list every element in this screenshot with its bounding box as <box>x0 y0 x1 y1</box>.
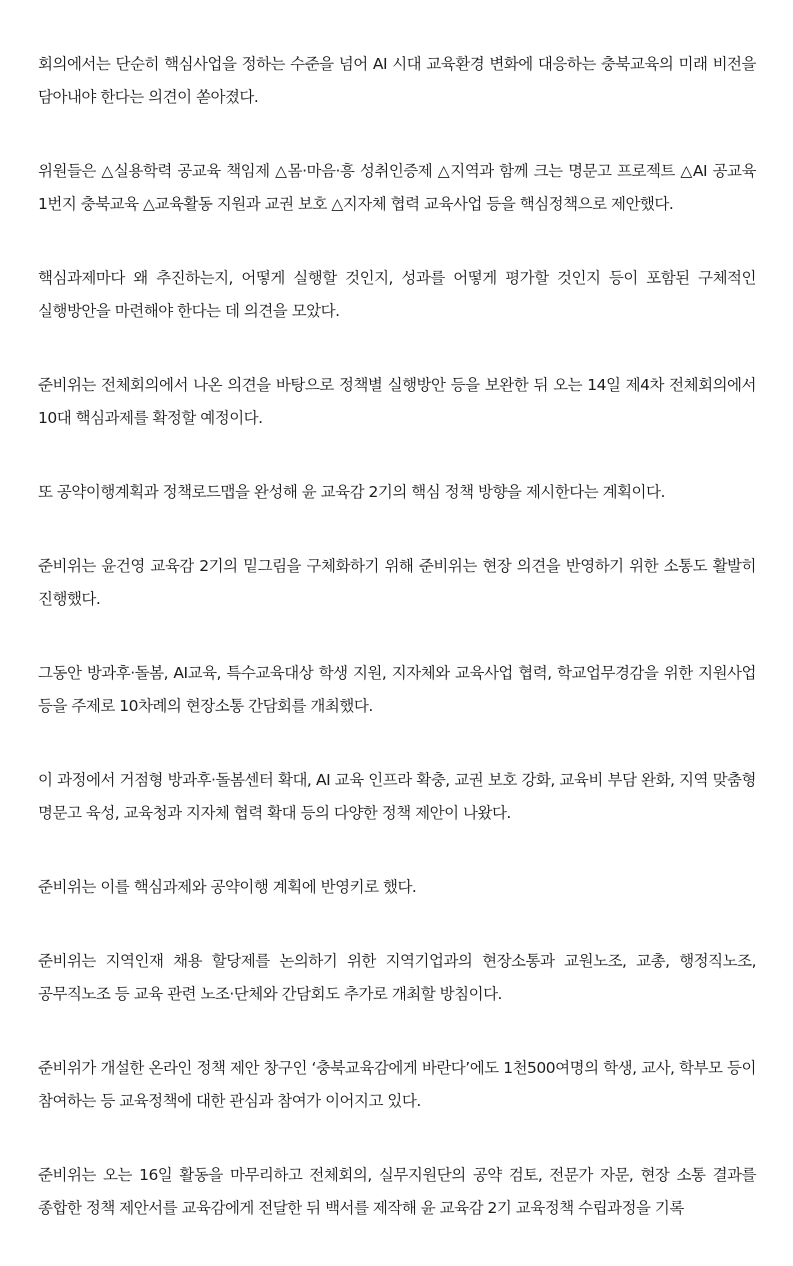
article-body <box>38 48 756 1266</box>
paragraph-5: 또 공약이행계획과 정책로드맵을 완성해 윤 교육감 2기의 핵심 정책 방향을 제시한다는 계획이다. <box>38 483 665 501</box>
paragraph-12: 준비위는 오는 16일 활동을 마무리하고 전체회의, 실무지원단의 공약 검토, 전문가 자문, 현장 소통 결과를 종합한 정책 제안서를 교육감에게 전달한 뒤 백서를 제작해 윤 교육감 2기 교육정책 수립과정을 기록 <box>38 1166 756 1217</box>
paragraph-6: 준비위는 윤건영 교육감 2기의 밑그림을 구체화하기 위해 준비위는 현장 의견을 반영하기 위한 소통도 활발히 진행했다. <box>38 557 756 608</box>
paragraph-9: 준비위는 이를 핵심과제와 공약이행 계획에 반영키로 했다. <box>38 878 417 896</box>
paragraph-3: 핵심과제마다 왜 추진하는지, 어떻게 실행할 것인지, 성과를 어떻게 평가할 것인지 등이 포함된 구체적인 실행방안을 마련해야 한다는 데 의견을 모았다. <box>38 269 756 320</box>
paragraph-7: 그동안 방과후·돌봄, AI교육, 특수교육대상 학생 지원, 지자체와 교육사업 협력, 학교업무경감을 위한 지원사업 등을 주제로 10차례의 현장소통 간담회를 개최했다. <box>38 664 756 715</box>
paragraph-11: 준비위가 개설한 온라인 정책 제안 창구인 ‘충북교육감에게 바란다’에도 1천500여명의 학생, 교사, 학부모 등이 참여하는 등 교육정책에 대한 관심과 참여가 이어지고 있다. <box>38 1059 756 1110</box>
paragraph-10: 준비위는 지역인재 채용 할당제를 논의하기 위한 지역기업과의 현장소통과 교원노조, 교총, 행정직노조, 공무직노조 등 교육 관련 노조·단체와 간담회도 추가로 개최할 방침이다. <box>38 952 756 1003</box>
paragraph-1: 회의에서는 단순히 핵심사업을 정하는 수준을 넘어 AI 시대 교육환경 변화에 대응하는 충북교육의 미래 비전을 담아내야 한다는 의견이 쏟아졌다. <box>38 55 756 106</box>
paragraph-2: 위원들은 △실용학력 공교육 책임제 △몸·마음·흥 성취인증제 △지역과 함께 크는 명문고 프로젝트 △AI 공교육 1번지 충북교육 △교육활동 지원과 교권 보호 △지자체 협력 교육사업 등을 핵심정책으로 제안했다. <box>38 162 756 213</box>
paragraph-4: 준비위는 전체회의에서 나온 의견을 바탕으로 정책별 실행방안 등을 보완한 뒤 오는 14일 제4차 전체회의에서 10대 핵심과제를 확정할 예정이다. <box>38 376 756 427</box>
paragraph-8: 이 과정에서 거점형 방과후·돌봄센터 확대, AI 교육 인프라 확충, 교권 보호 강화, 교육비 부담 완화, 지역 맞춤형 명문고 육성, 교육청과 지자체 협력 확대 등의 다양한 정책 제안이 나왔다. <box>38 771 756 822</box>
